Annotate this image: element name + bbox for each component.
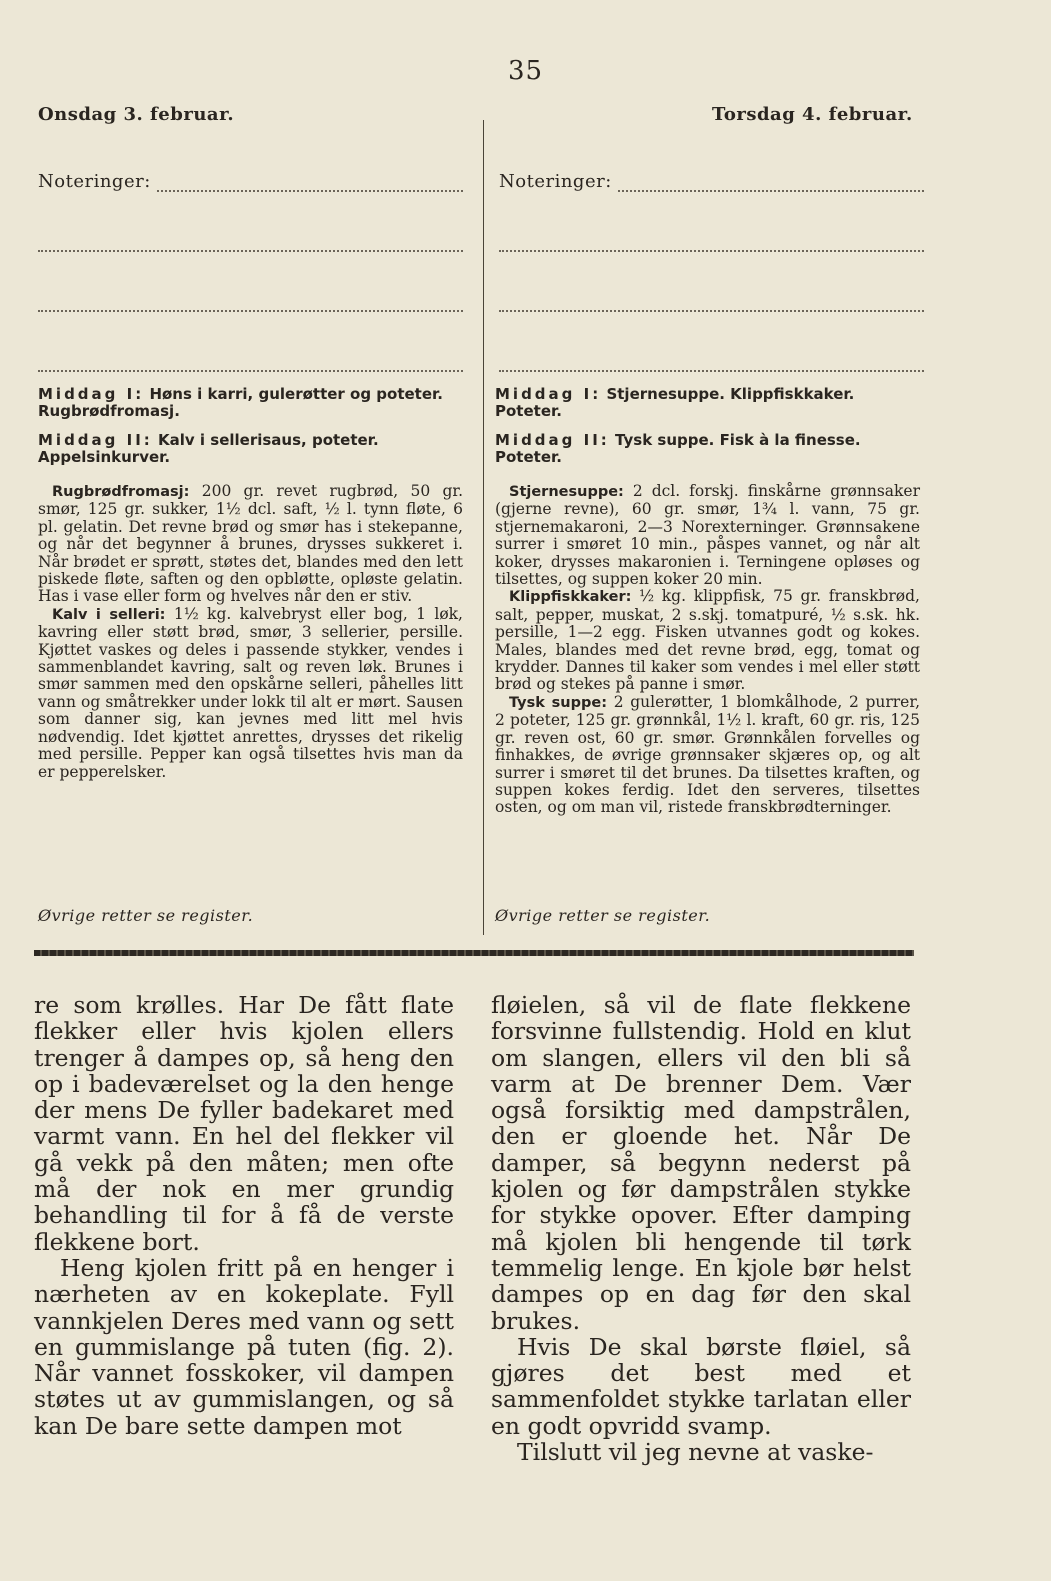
left-menu-1 (38, 386, 463, 420)
article-left-column (34, 992, 454, 1439)
recipe-text: 2 gulerøtter, 1 blomkålhode, 2 purrer, 2 poteter, 125 gr. grønnkål, 1½ l. kraft, 60 gr. ris, 125 gr. reven ost, 60 gr. smør. Grønnkålen forvelles og finhakkes, de øvrige grønnsaker skjæres op, og alt surrer i smøret til det brunes. Da tilsettes kraften, og suppen kokes ferdig. Idet den serveres, tilsettes osten, og om man vil, ristede franskbrødterninger. (495, 692, 920, 817)
left-notes-line[interactable] (38, 192, 463, 252)
recipe-title: Tysk suppe: (509, 694, 608, 711)
left-notes-line[interactable] (157, 178, 463, 192)
left-menu-2 (38, 432, 463, 466)
left-menu-2-text: Kalv i sellerisaus, poteter. Appelsinkurver. (38, 431, 379, 466)
right-notes-section (499, 170, 924, 372)
left-day-header: Onsdag 3. februar. (38, 104, 235, 125)
recipe-text: 2 dcl. forskj. finskårne grønnsaker (gjerne revne), 60 gr. smør, 1¾ l. vann, 75 gr. stjernemakaroni, 2—3 Norexterninger. Grønnsakene surrer i smøret 10 min., påspes vannet, og når alt koker, drysses makaronien i. Terningene opløses og tilsettes, og suppen koker 20 min. (495, 482, 920, 589)
left-menu-1-label: Middag I: (38, 385, 145, 403)
recipe-kalv-i-selleri (38, 606, 463, 781)
recipe-title: Rugbrødfromasj: (52, 484, 190, 500)
recipe-text: ½ kg. klippfisk, 75 gr. franskbrød, salt, pepper, muskat, 2 s.skj. tomatpuré, ½ s.sk. hk. persille, 1—2 egg. Fisken utvannes godt og kokes. Males, blandes med det revne brød, egg, tomat og krydder. Dannes til kaker som vendes i mel eller støtt brød og stekes på panne i smør. (495, 587, 920, 694)
left-notes-section (38, 170, 463, 372)
recipe-stjernesuppe (495, 483, 920, 588)
recipe-tysk-suppe (495, 694, 920, 817)
page-number: 35 (507, 56, 544, 86)
left-menu-1-text: Høns i karri, gulerøtter og poteter. Rugbrødfromasj. (38, 385, 443, 420)
section-separator-band (34, 950, 914, 956)
recipe-text: 1½ kg. kalvebryst eller bog, 1 løk, kavring eller støtt brød, smør, 3 sellerier, persille. Kjøttet vaskes og deles i passende stykker, vendes i sammenblandet kavring, salt og reven løk. Brunes i smør sammen med den opskårne selleri, påhelles litt vann og småtrekker under lokk til alt er mørt. Sausen som danner sig, kan jevnes med litt mel hvis nødvendig. Idet kjøttet anrettes, drysses det rikelig med persille. Pepper kan også tilsettes hvis man da er pepperelsker. (38, 604, 463, 781)
article-right-column (491, 992, 911, 1465)
right-menu-2-text: Tysk suppe. Fisk à la finesse. Poteter. (495, 431, 861, 466)
article-paragraph: Hvis De skal børste fløiel, så gjøres det best med et sammenfoldet stykke tarlatan eller en godt opvridd svamp. (491, 1332, 911, 1440)
right-menu-1-text: Stjernesuppe. Klippfiskkaker. Poteter. (495, 385, 855, 420)
recipe-title: Kalv i selleri: (52, 606, 166, 623)
left-notes-line[interactable] (38, 252, 463, 312)
left-notes-line[interactable] (38, 312, 463, 372)
right-notes-line[interactable] (499, 312, 924, 372)
article-paragraph: re som krølles. Har De fått flate flekker eller hvis kjolen ellers trenger å dampes op, så heng den op i badeværelset og la den henge der mens De fyller badekaret med varmt vann. En hel del flekker vil gå vekk på den måten; men ofte må der nok en mer grundig behandling til for å få de verste flekkene bort. (34, 991, 454, 1256)
recipe-text: 200 gr. revet rugbrød, 50 gr. smør, 125 gr. sukker, 1½ dcl. saft, ½ l. tynn fløte, 6 pl. gelatin. Det revne brød og smør has i stekepanne, og når det begynner å brunes, drysses sukkeret i. Når brødet er sprøtt, støtes det, blandes med den lett piskede fløte, saften og den opbløtte, opløste gelatin. Has i vase eller form og hvelves når den er stiv. (38, 482, 463, 606)
right-menu (495, 386, 920, 478)
left-recipes (38, 483, 463, 781)
right-menu-2 (495, 432, 920, 466)
right-recipes (495, 483, 920, 817)
article-paragraph: fløielen, så vil de flate flekkene forsvinne fullstendig. Hold en klut om slangen, ellers vil den bli så varm at De brenner Dem. Vær også forsiktig med dampstrålen, den er gloende het. Når De damper, så begynn nederst på kjolen og før dampstrålen stykke for stykke opover. Efter damping må kjolen bli hengende til tørk temmelig lenge. En kjole bør helst dampes op en dag før den skal brukes. (491, 991, 911, 1335)
right-menu-1-label: Middag I: (495, 385, 602, 403)
left-register-reference: Øvrige retter se register. (38, 906, 254, 925)
recipe-title: Stjernesuppe: (509, 484, 624, 500)
right-menu-2-label: Middag II: (495, 431, 610, 449)
recipe-klippfiskkaker (495, 588, 920, 693)
right-day-header: Torsdag 4. februar. (712, 104, 913, 125)
left-menu (38, 386, 463, 478)
left-notes-label: Noteringer: (38, 171, 151, 192)
article-paragraph: Tilslutt vil jeg nevne at vaske- (517, 1438, 874, 1467)
left-menu-2-label: Middag II: (38, 431, 153, 449)
right-notes-line[interactable] (499, 252, 924, 312)
recipe-rugbrodfromasj (38, 483, 463, 606)
column-divider (483, 120, 484, 935)
article-paragraph: Heng kjolen fritt på en henger i nærheten av en kokeplate. Fyll vannkjelen Deres med vann og sett en gummislange på tuten (fig. 2). Når vannet fosskoker, vil dampen støtes ut av gummislangen, og så kan De bare sette dampen mot (34, 1253, 454, 1440)
recipe-title: Klippfiskkaker: (509, 589, 632, 606)
right-register-reference: Øvrige retter se register. (495, 906, 711, 925)
right-notes-line[interactable] (618, 178, 924, 192)
right-notes-line[interactable] (499, 192, 924, 252)
right-notes-label: Noteringer: (499, 171, 612, 192)
right-menu-1 (495, 386, 920, 420)
